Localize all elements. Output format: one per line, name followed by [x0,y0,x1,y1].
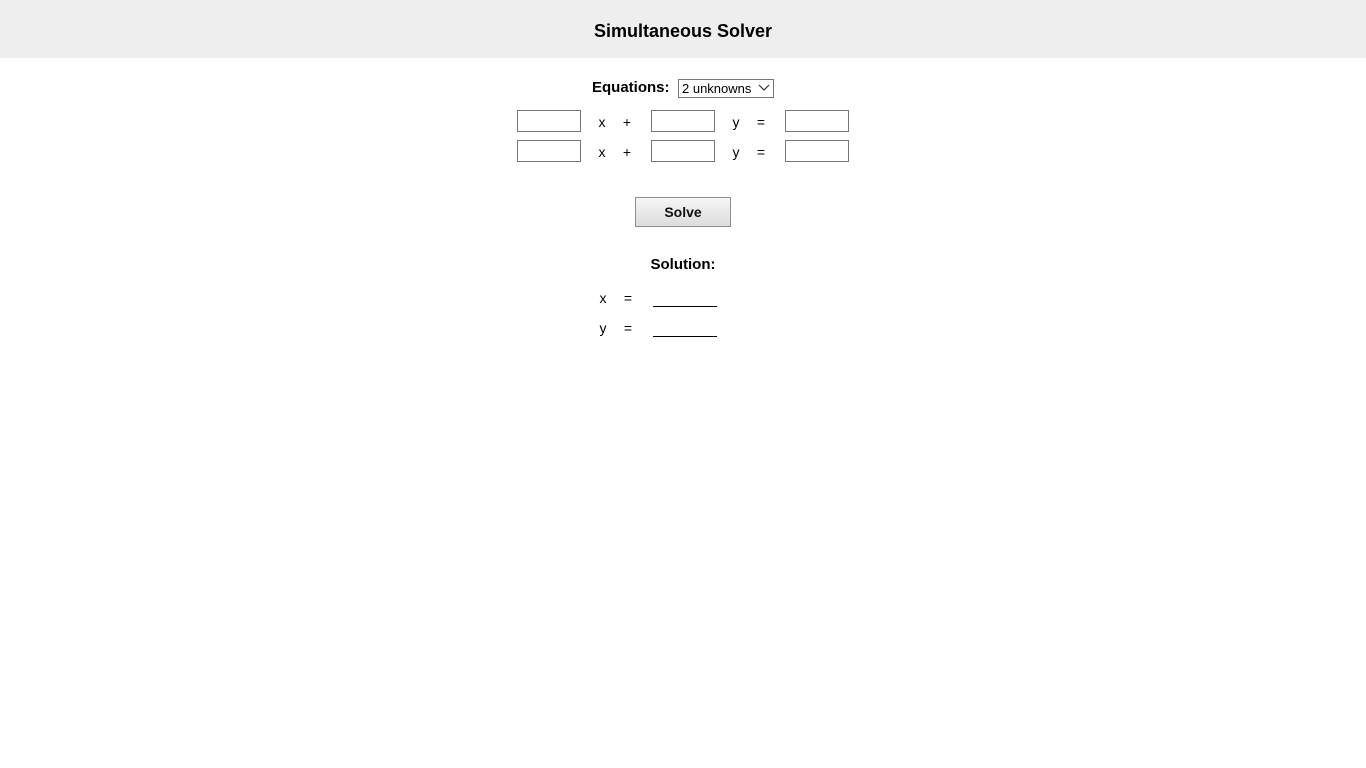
equations-label: Equations: [592,79,670,96]
solution-x-equals: = [623,290,633,306]
solution-var-y: y [599,320,607,336]
eq2-var-y: y [732,144,740,160]
eq2-plus-sign: + [622,144,632,160]
eq2-equals-sign: = [756,144,766,160]
app-header [0,0,1366,58]
unknowns-select[interactable] [678,79,774,98]
eq2-rhs-input[interactable] [785,140,849,162]
solution-y-equals: = [623,320,633,336]
eq1-var-y: y [732,114,740,130]
solution-title: Solution: [650,256,716,273]
eq2-coef-y-input[interactable] [651,140,715,162]
eq1-plus-sign: + [622,114,632,130]
eq1-rhs-input[interactable] [785,110,849,132]
eq1-equals-sign: = [756,114,766,130]
solution-var-x: x [599,290,607,306]
chevron-down-icon [757,81,771,95]
eq1-coef-x-input[interactable] [517,110,581,132]
eq1-coef-y-input[interactable] [651,110,715,132]
solve-button[interactable]: Solve [635,197,731,227]
eq1-var-x: x [598,114,606,130]
solution-y-value [653,336,717,337]
eq2-var-x: x [598,144,606,160]
solution-x-value [653,306,717,307]
unknowns-select-value: 2 unknowns [682,81,752,96]
page-title: Simultaneous Solver [593,21,773,41]
eq2-coef-x-input[interactable] [517,140,581,162]
